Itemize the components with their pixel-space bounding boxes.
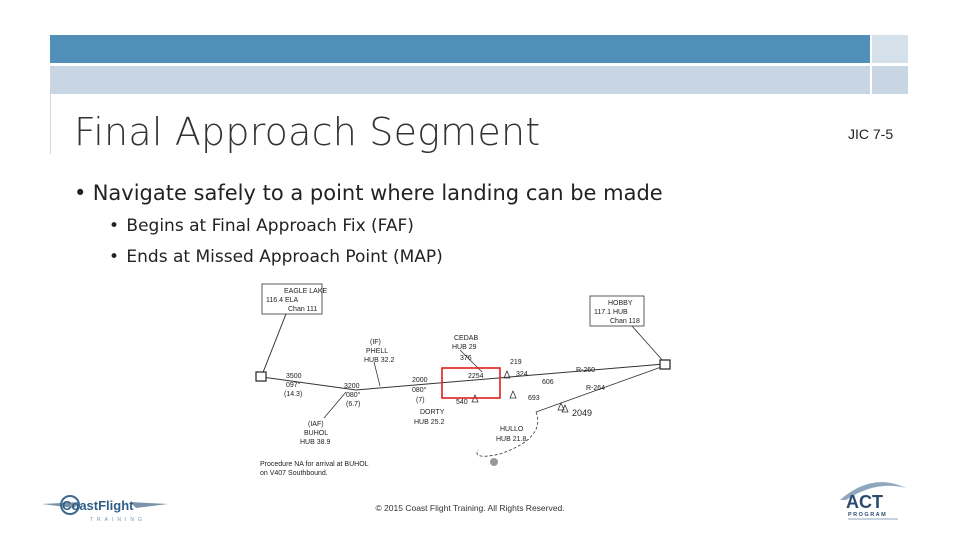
buhol-fix: HUB 38.9 xyxy=(300,439,331,446)
cedab-fix: HUB 29 xyxy=(452,344,477,351)
leg-2000-alt: 2000 xyxy=(412,377,428,384)
dorty-fix: HUB 25.2 xyxy=(414,419,445,426)
buhol-leg xyxy=(324,392,346,418)
hobby-chan: Chan 118 xyxy=(610,318,640,325)
bullet-sub-2: • Ends at Missed Approach Point (MAP) xyxy=(109,247,443,267)
hobby-leader xyxy=(632,326,664,362)
leg-2000-dist: (7) xyxy=(416,397,425,404)
eagle-lake-vor-icon xyxy=(256,372,266,381)
buhol-iaf: (IAF) xyxy=(308,421,324,428)
eagle-lake-freq: 116.4 ELA xyxy=(266,297,299,304)
misc-376: 376 xyxy=(460,355,472,362)
copyright-text: © 2015 Coast Flight Training. All Rights Reserved. xyxy=(375,503,565,513)
phell-if: (IF) xyxy=(370,339,381,346)
phell-fix: HUB 32.2 xyxy=(364,357,395,364)
logo-left-sub: TRAINING xyxy=(90,517,146,523)
hobby-vor-icon xyxy=(660,360,670,369)
dorty-name: DORTY xyxy=(420,409,445,416)
logo-left-text: CoastFlight xyxy=(62,498,134,513)
hobby-freq: 117.1 HUB xyxy=(594,309,628,316)
leg-3200-dist: (6.7) xyxy=(346,401,361,408)
logo-wing-right-icon xyxy=(130,502,168,508)
eagle-lake-name: EAGLE LAKE xyxy=(284,288,328,295)
hobby-name: HOBBY xyxy=(608,300,633,307)
leg-2000-crs: 080° xyxy=(412,387,427,394)
bullet-sub-1-text: Begins at Final Approach Fix (FAF) xyxy=(126,216,414,236)
phell-leader xyxy=(374,362,380,386)
eagle-lake-chan: Chan 111 xyxy=(288,306,318,313)
misc-693: 693 xyxy=(528,395,540,402)
header-band-top xyxy=(50,35,870,63)
bullet-main-text: Navigate safely to a point where landing can be made xyxy=(92,181,663,205)
misc-606: 606 xyxy=(542,379,554,386)
cedab-name: CEDAB xyxy=(454,335,479,342)
logo-right-sub: PROGRAM xyxy=(848,512,888,518)
airport-icon xyxy=(490,458,498,466)
hullo-name: HULLO xyxy=(500,426,524,433)
bullet-main: • Navigate safely to a point where landing can be made xyxy=(74,181,663,205)
bullet-sub-1: • Begins at Final Approach Fix (FAF) xyxy=(109,216,414,236)
slide-title: Final Approach Segment xyxy=(74,110,541,154)
alt-2049: 2049 xyxy=(572,408,593,418)
leg-3500-dist: (14.3) xyxy=(284,391,303,398)
eagle-lake-leader xyxy=(262,314,286,375)
leg-3500 xyxy=(262,377,356,390)
misc-540: 540 xyxy=(456,399,468,406)
reference-label: JIC 7-5 xyxy=(848,126,894,142)
leg-3200-crs: 080° xyxy=(346,392,361,399)
hullo-fix: HUB 21.8 xyxy=(496,436,527,443)
approach-chart-diagram xyxy=(246,278,686,488)
title-divider xyxy=(50,94,51,154)
misc-219: 219 xyxy=(510,359,522,366)
header-band-bottom-end xyxy=(872,66,908,94)
phell-name: PHELL xyxy=(366,348,389,355)
logo-right-text: ACT xyxy=(846,492,883,512)
radial-260-label: R-260 xyxy=(576,367,596,374)
buhol-name: BUHOL xyxy=(304,430,329,437)
alt-2254: 2254 xyxy=(468,373,484,380)
procedure-note-line2: on V407 Southbound. xyxy=(260,470,328,477)
coastflight-logo xyxy=(40,488,170,524)
header-band-bottom xyxy=(50,66,870,94)
leg-3500-alt: 3500 xyxy=(286,373,302,380)
radial-264-label: R-264 xyxy=(586,385,606,392)
procedure-note-line1: Procedure NA for arrival at BUHOL xyxy=(260,461,369,468)
header-band-top-end xyxy=(872,35,908,63)
missed-approach-path xyxy=(477,412,538,456)
bullet-sub-2-text: Ends at Missed Approach Point (MAP) xyxy=(126,247,443,267)
act-program-logo xyxy=(832,478,912,522)
leg-3500-crs: 097° xyxy=(286,382,301,389)
leg-3200-alt: 3200 xyxy=(344,383,360,390)
misc-324: 324 xyxy=(516,371,528,378)
